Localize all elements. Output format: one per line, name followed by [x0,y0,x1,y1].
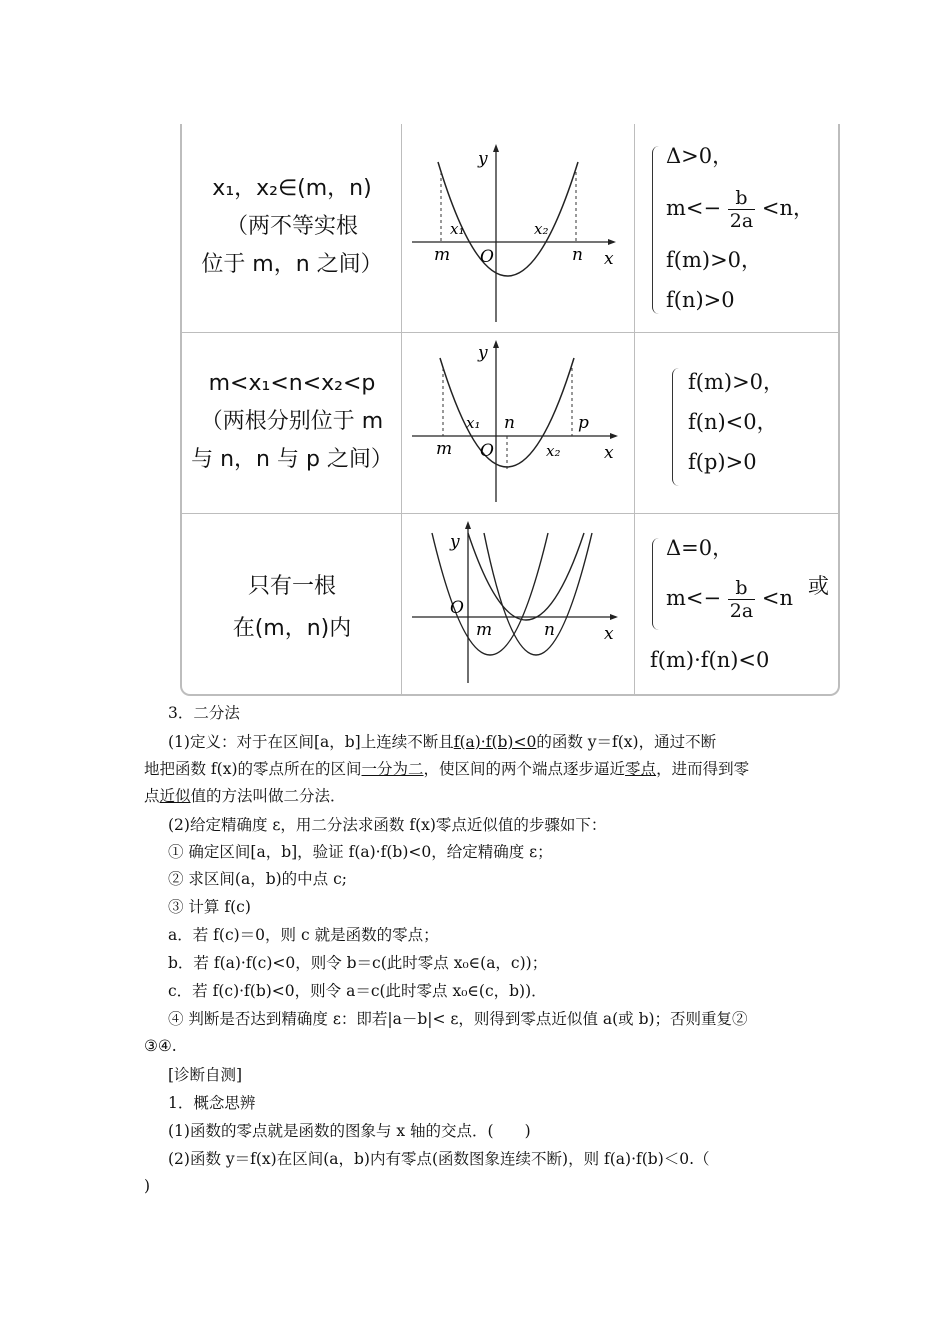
table-divider [182,513,838,514]
definition-text: 地把函数 f(x)的零点所在的区间 [144,760,362,778]
origin-label: O [480,441,494,461]
conditions-table [180,124,840,696]
definition-underline: 近似 [159,787,191,805]
definition-text: ，进而得到零 [656,760,750,778]
parabola-right [484,533,592,655]
step-3b: b．若 f(a)·f(c)<0，则令 b＝c(此时零点 x₀∈(a，c))； [168,954,548,972]
x-axis-arrow [610,614,618,620]
row1-brace [652,146,659,314]
table-divider [182,332,838,333]
row2-graph [404,336,632,512]
question-group-title: 1．概念思辨 [168,1094,256,1112]
x-label: x [604,249,614,269]
step-3: ③ 计算 f(c) [168,898,251,916]
x1-label: x₁ [466,414,481,432]
x-label: x [604,624,614,644]
n-label: n [572,245,583,265]
row3-case-line2: 在(m，n)内 [232,616,352,641]
cond-fn: f(n)<0， [688,410,778,434]
fraction-denominator: 2a [729,210,754,232]
or-label: 或 [808,574,829,598]
row3-case [182,566,402,650]
section-title: 3．二分法 [168,704,240,722]
x2-label: x₂ [546,442,561,460]
row1-case-line1: x₁，x₂∈(m，n) [212,176,372,201]
y-label: y [450,532,460,552]
cond-axis [666,176,814,240]
row1-case-line2: （两不等实根 [225,214,358,239]
x-label: x [604,443,614,463]
definition-underline: f(a)·f(b)<0 [453,733,537,751]
origin-label: O [480,247,494,267]
definition-text: (1)定义：对于在区间[a，b]上连续不断且 [168,733,454,751]
row2-case-line2: （两根分别位于 m [200,409,384,434]
y-label: y [478,343,488,363]
fraction [728,187,755,232]
cond-axis-left: m<− [666,196,722,220]
question-2-continued: ) [144,1177,151,1195]
row1-case-line3: 位于 m，n 之间） [201,252,383,277]
question-1: (1)函数的零点就是函数的图象与 x 轴的交点．( ) [168,1122,531,1140]
m-label: m [434,245,451,265]
definition-line3 [144,783,814,810]
row3-graph [404,517,632,693]
y-axis-arrow [493,340,499,348]
cond-product: f(m)·f(n)<0 [650,648,770,672]
step-4: ④ 判断是否达到精确度 ε：即若|a－b|< ε，则得到零点近似值 a(或 b)；否则重复② [168,1010,748,1028]
definition-text: 的函数 y＝f(x)，通过不断 [536,733,717,751]
cond-delta: Δ=0， [666,536,734,560]
row1-conditions [666,136,814,320]
steps-intro: (2)给定精确度 ε，用二分法求函数 f(x)零点近似值的步骤如下： [168,816,607,834]
cond-fm: f(m)>0， [688,370,785,394]
row3-conditions [666,528,793,628]
row3-brace [652,538,659,630]
x-axis-arrow [610,433,618,439]
question-2: (2)函数 y＝f(x)在区间(a，b)内有零点(函数图象连续不断)，则 f(a)·f(b)＜0.（ [168,1150,710,1168]
definition-underline: 一分为二 [361,760,424,778]
row2-case-line1: m<x₁<n<x₂<p [208,371,376,396]
row1-graph [404,140,632,330]
m-label: m [436,439,453,459]
m-label: m [476,620,493,640]
row1-case [182,170,402,284]
row2-brace [672,368,679,486]
step-4-continued: ③④. [144,1037,177,1055]
cond-fn: f(n)>0 [666,288,735,312]
n-label: n [504,413,515,433]
diagnostic-title: [诊断自测] [168,1066,243,1084]
p-label: p [578,413,589,433]
y-axis-arrow [465,521,471,529]
parabola [438,162,578,276]
definition-underline: 零点 [625,760,657,778]
cond-fp: f(p)>0 [688,450,757,474]
step-2: ② 求区间(a，b)的中点 c; [168,870,348,888]
definition-line2 [144,756,814,783]
definition-line1 [168,729,838,756]
table-divider [634,124,635,694]
fraction-numerator: b [728,577,755,600]
n-label: n [544,620,555,640]
origin-label: O [450,598,464,618]
y-label: y [478,149,488,169]
cond-axis-right: <n， [761,196,815,220]
step-3c: c．若 f(c)·f(b)<0，则令 a＝c(此时零点 x₀∈(c，b))． [168,982,547,1000]
cond-axis-right: <n [761,586,794,610]
row2-conditions [688,362,784,482]
row3-case-line1: 只有一根 [247,574,336,599]
cond-axis-left: m<− [666,586,722,610]
cond-fm: f(m)>0， [666,248,763,272]
fraction-numerator: b [728,187,755,210]
definition-text: 值的方法叫做二分法． [190,787,346,805]
x2-label: x₂ [534,220,549,238]
step-1: ① 确定区间[a，b]，验证 f(a)·f(b)<0，给定精确度 ε； [168,843,553,861]
definition-text: 点 [144,787,160,805]
cond-delta: Δ>0， [666,144,734,168]
fraction-denominator: 2a [729,600,754,622]
fraction [728,577,755,622]
x1-label: x₁ [450,220,465,238]
definition-text: ，使区间的两个端点逐步逼近 [423,760,626,778]
cond-axis [666,568,793,628]
y-axis-arrow [493,144,499,152]
x-axis-arrow [608,239,616,245]
row2-case-line3: 与 n，n 与 p 之间） [191,447,393,472]
step-3a: a．若 f(c)＝0，则 c 就是函数的零点； [168,926,439,944]
row2-case [182,365,402,479]
